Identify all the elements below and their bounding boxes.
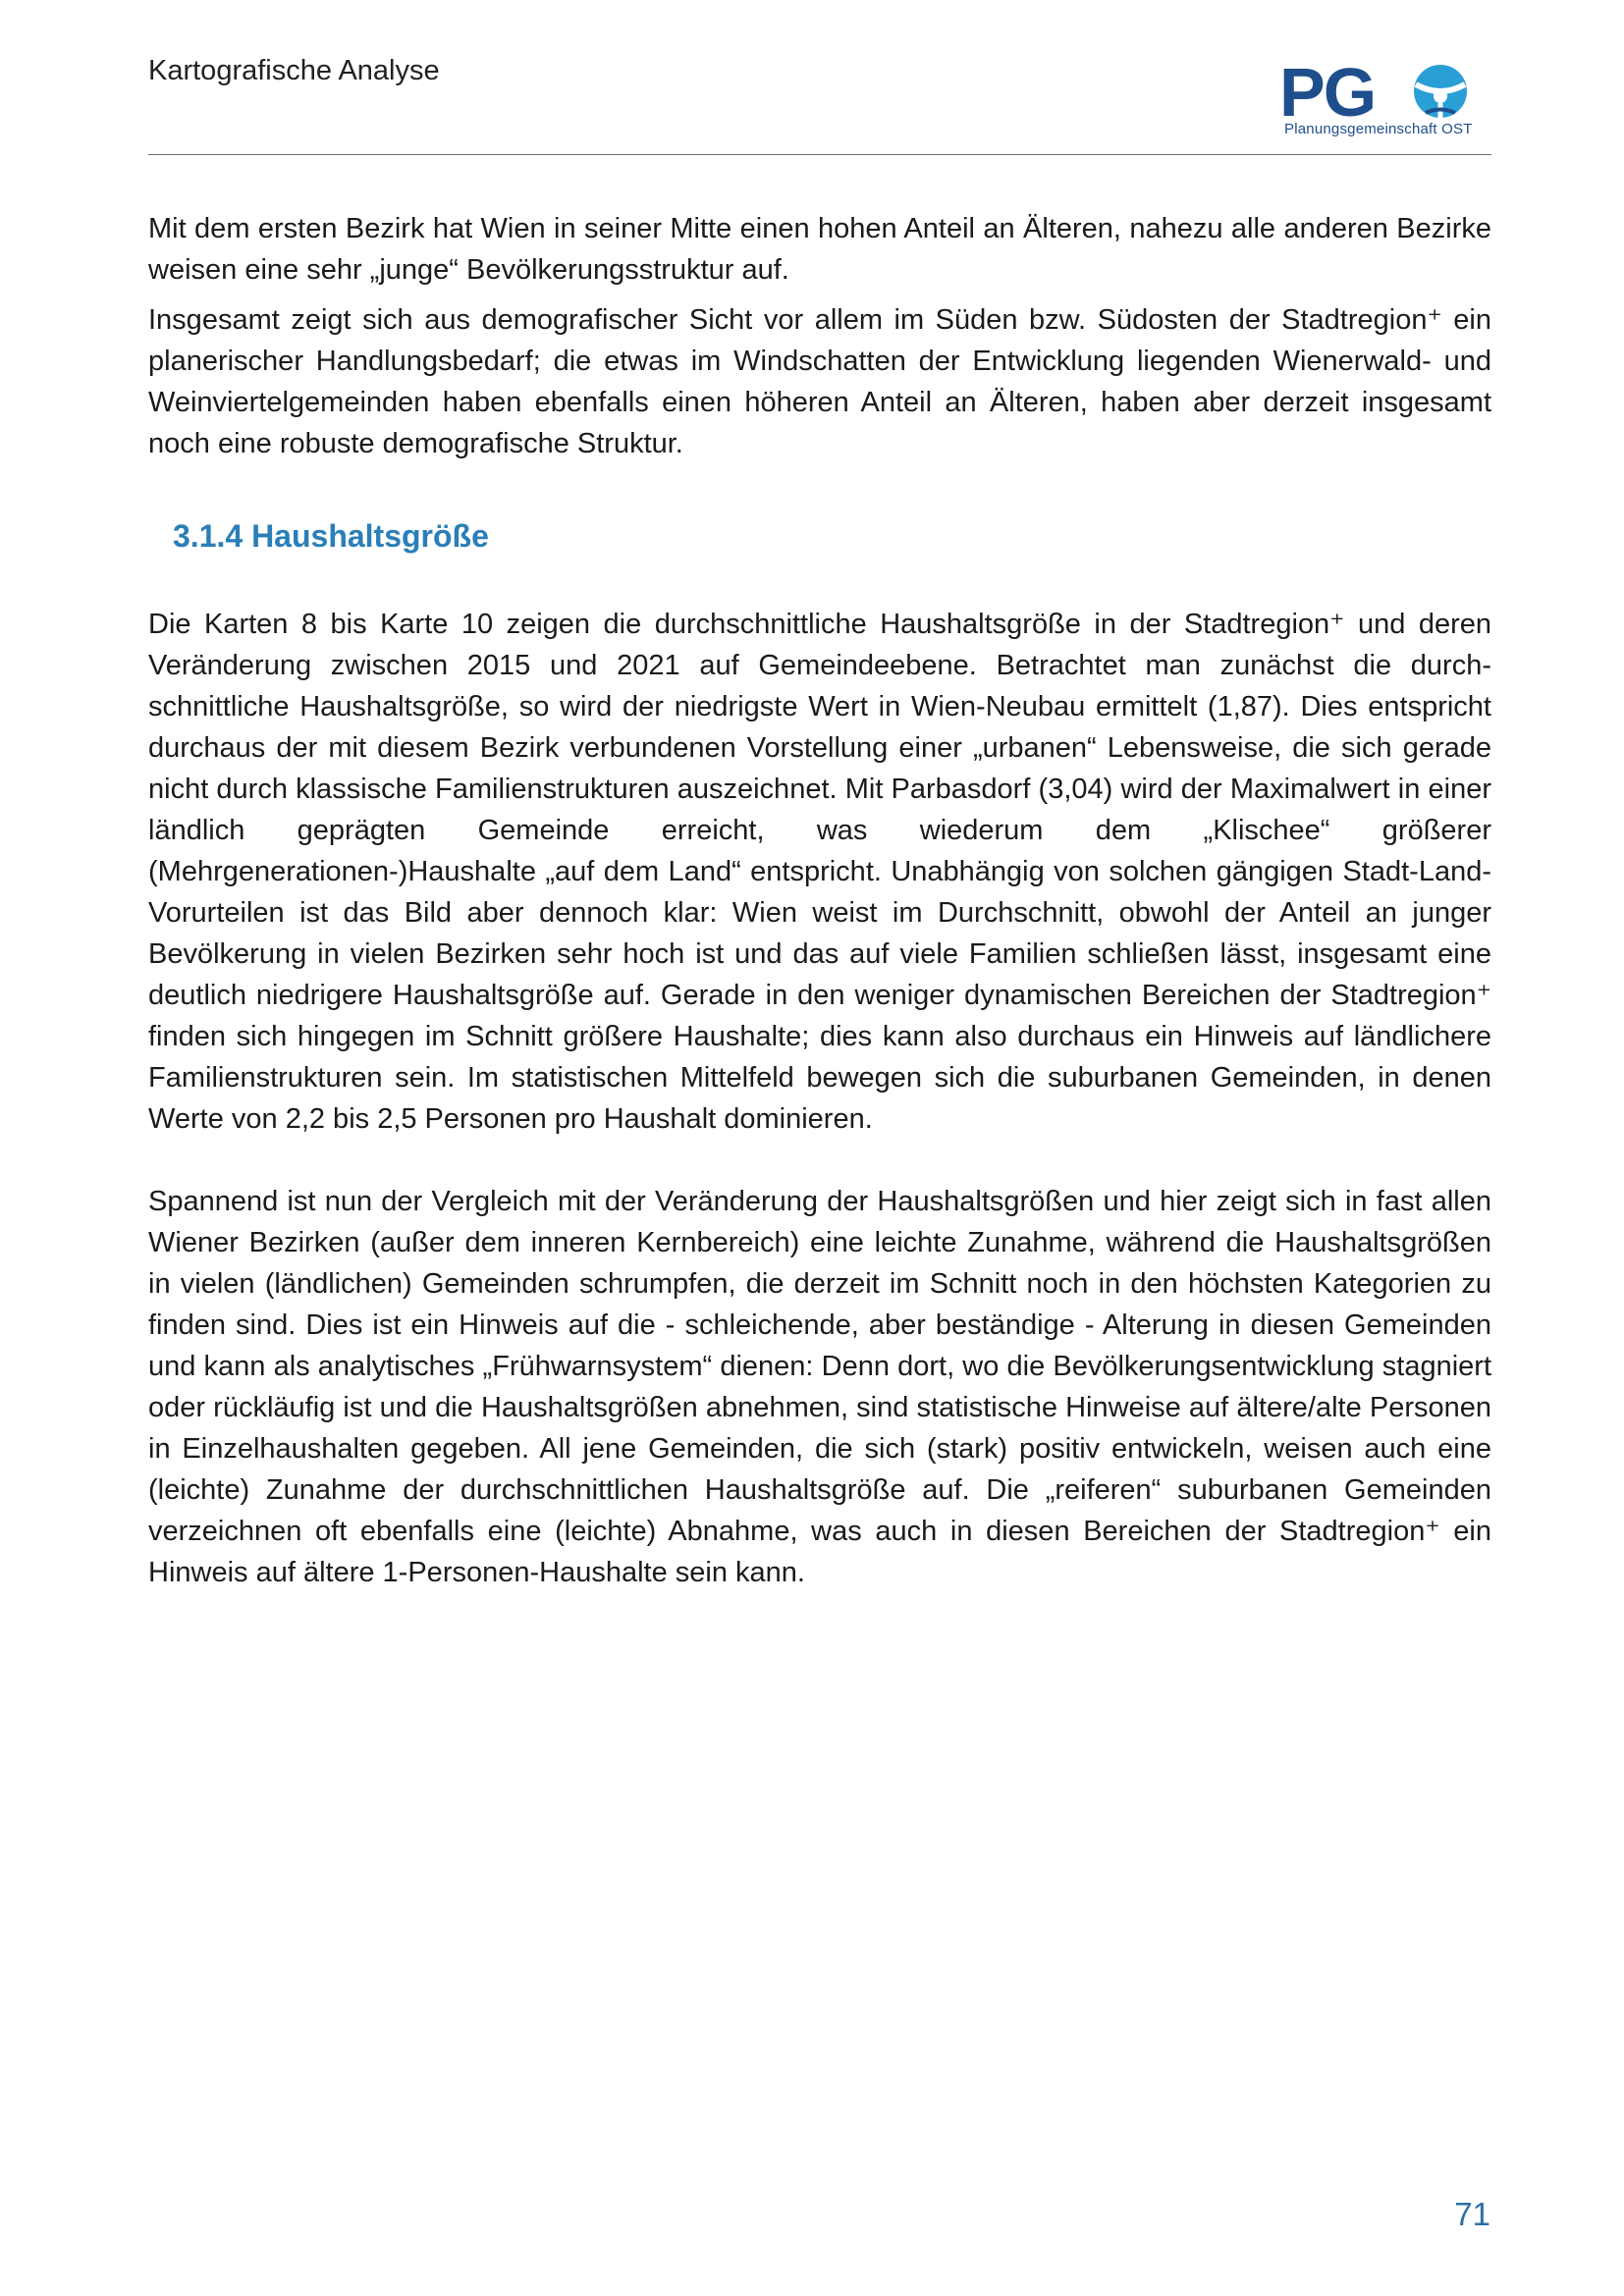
section-heading: 3.1.4 Haushaltsgröße [173,518,489,554]
page-number: 71 [1454,2196,1490,2232]
paragraph-intro-1: Mit dem ersten Bezirk hat Wien in seiner Mitte einen hohen Anteil an Älteren, nahezu alle anderen Bezirke weisen eine sehr „junge“ Bevölkerungsstruktur auf. [148,213,1491,286]
header-divider [148,154,1491,155]
logo-caption: Planungsgemeinschaft OST [1284,121,1473,137]
logo-mark-text: PG [1279,59,1376,131]
running-header-title: Kartografische Analyse [148,55,440,86]
paragraph-section-2: Spannend ist nun der Vergleich mit der Veränderung der Haushaltsgrößen und hier zeigt sich in fast allen Wiener Bezirken (außer dem inneren Kernbereich) eine leichte Zunahme, während die Haushaltsgrößen in vielen (ländlichen) Gemeinden schrumpfen, die derzeit im Schnitt noch in den höchsten Kategorien zu finden sind. Dies ist ein Hinweis auf die - schleichende, aber beständige - Alterung in diesen Gemeinden und kann als analytisches „Frühwarnsystem“ dienen: Denn dort, wo die Bevölkerungsentwicklung stagniert oder rückläufig ist und die Haushaltsgrößen abnehmen, sind statistische Hinweise auf ältere/alte Personen in Einzelhaushalten gegeben. All jene Gemeinden, die sich (stark) positiv entwickeln, weisen auch eine (leichte) Zunahme der durchschnittlichen Haushaltsgröße auf. Die „reiferen“ suburbanen Gemeinden verzeichnen oft ebenfalls eine (leichte) Abnahme, was auch in diesen Bereichen der Stadtregion⁺ ein Hinweis auf ältere 1-Personen-Haushalte sein kann. [148,1186,1491,1588]
paragraph-intro-2: Insgesamt zeigt sich aus demografischer Sicht vor allem im Süden bzw. Südosten der Stadtregion⁺ ein planerischer Handlungsbedarf; die etwas im Windschatten der Entwicklung liegenden Wienerwald- und Weinviertelgemeinden haben ebenfalls einen höheren Anteil an Älteren, haben aber derzeit insgesamt noch eine robuste demografische Struktur. [148,304,1491,459]
paragraph-section-1: Die Karten 8 bis Karte 10 zeigen die durchschnittliche Haushaltsgröße in der Stadtregion⁺ und deren Veränderung zwischen 2015 und 2021 auf Gemeindeebene. Betrachtet man zunächst die durchschnittliche Haushaltsgröße, so wird der niedrigste Wert in Wien-Neubau ermittelt (1,87). Dies entspricht durchaus der mit diesem Bezirk verbundenen Vorstellung einer „urbanen“ Lebensweise, die sich gerade nicht durch klassische Familienstrukturen auszeichnet. Mit Parbasdorf (3,04) wird der Maximalwert in einer ländlich geprägten Gemeinde erreicht, was wiederum dem „Klischee“ größerer (Mehrgenerationen-)Haushalte „auf dem Land“ entspricht. Unabhängig von solchen gängigen Stadt-Land-Vorurteilen ist das Bild aber dennoch klar: Wien weist im Durchschnitt, obwohl der Anteil an junger Bevölkerung in vielen Bezirken sehr hoch ist und das auf viele Familien schließen lässt, insgesamt eine deutlich niedrigere Haushaltsgröße auf. Gerade in den weniger dynamischen Bereichen der Stadtregion⁺ finden sich hingegen im Schnitt größere Haushalte; dies kann also durchaus ein Hinweis auf ländlichere Familienstrukturen sein. Im statistischen Mittelfeld bewegen sich die suburbanen Gemeinden, in denen Werte von 2,2 bis 2,5 Personen pro Haushalt dominieren. [148,609,1491,1135]
globe-icon [1414,65,1467,120]
page-content [148,208,1491,1593]
